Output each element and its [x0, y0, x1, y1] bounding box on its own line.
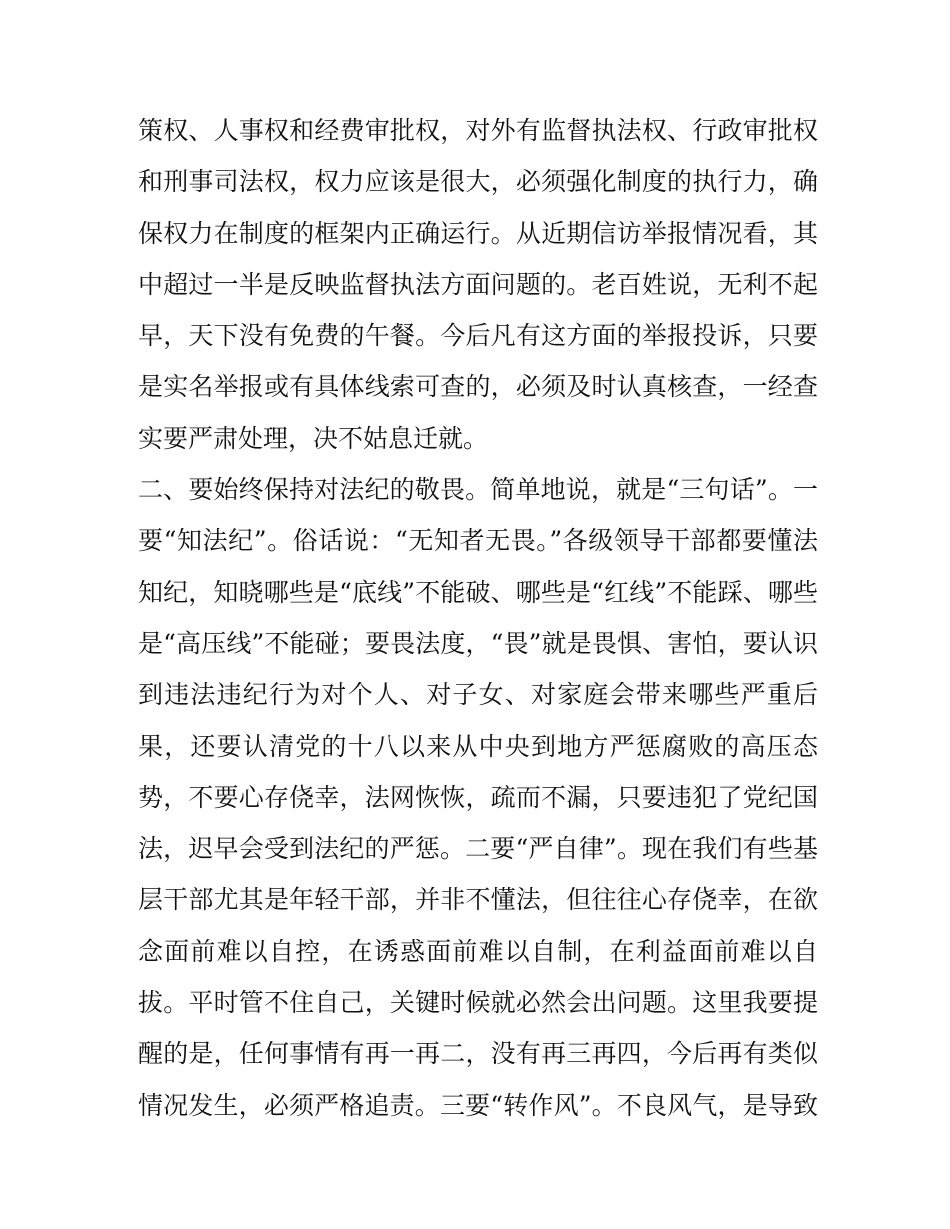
- text-line: 念面前难以自控，在诱惑面前难以自制，在利益面前难以自: [138, 936, 818, 966]
- text-line: 果，还要认清党的十八以来从中央到地方严惩腐败的高压态: [138, 731, 818, 761]
- text-line: 要“知法纪”。俗话说：“无知者无畏。”各级领导干部都要懂法: [138, 526, 818, 556]
- section-heading-line: 二、要始终保持对法纪的敬畏。简单地说，就是“三句话”。一: [138, 475, 818, 505]
- text-line: 拔。平时管不住自己，关键时候就必然会出问题。这里我要提: [138, 988, 818, 1018]
- text-line: 法，迟早会受到法纪的严惩。二要“严自律”。现在我们有些基: [138, 834, 818, 864]
- text-line: 和刑事司法权，权力应该是很大，必须强化制度的执行力，确: [138, 167, 818, 197]
- text-line: 势，不要心存侥幸，法网恢恢，疏而不漏，只要违犯了党纪国: [138, 782, 818, 812]
- text-line: 是实名举报或有具体线索可查的，必须及时认真核查，一经查: [138, 372, 818, 402]
- text-line: 中超过一半是反映监督执法方面问题的。老百姓说，无利不起: [138, 269, 818, 299]
- text-line: 层干部尤其是年轻干部，并非不懂法，但往往心存侥幸，在欲: [138, 885, 818, 915]
- text-line: 保权力在制度的框架内正确运行。从近期信访举报情况看，其: [138, 218, 818, 248]
- text-line: 知纪，知晓哪些是“底线”不能破、哪些是“红线”不能踩、哪些: [138, 577, 818, 607]
- text-line: 到违法违纪行为对个人、对子女、对家庭会带来哪些严重后: [138, 680, 818, 710]
- text-line: 早，天下没有免费的午餐。今后凡有这方面的举报投诉，只要: [138, 321, 818, 351]
- text-line: 情况发生，必须严格追责。三要“转作风”。不良风气，是导致: [138, 1090, 818, 1120]
- body-text: [138, 105, 818, 1131]
- text-line: 醒的是，任何事情有再一再二，没有再三再四，今后再有类似: [138, 1039, 818, 1069]
- text-line: 是“高压线”不能碰；要畏法度，“畏”就是畏惧、害怕，要认识: [138, 628, 818, 658]
- text-line: 策权、人事权和经费审批权，对外有监督执法权、行政审批权: [138, 116, 818, 145]
- paragraph-end-line: 实要严肃处理，决不姑息迁就。: [138, 423, 489, 453]
